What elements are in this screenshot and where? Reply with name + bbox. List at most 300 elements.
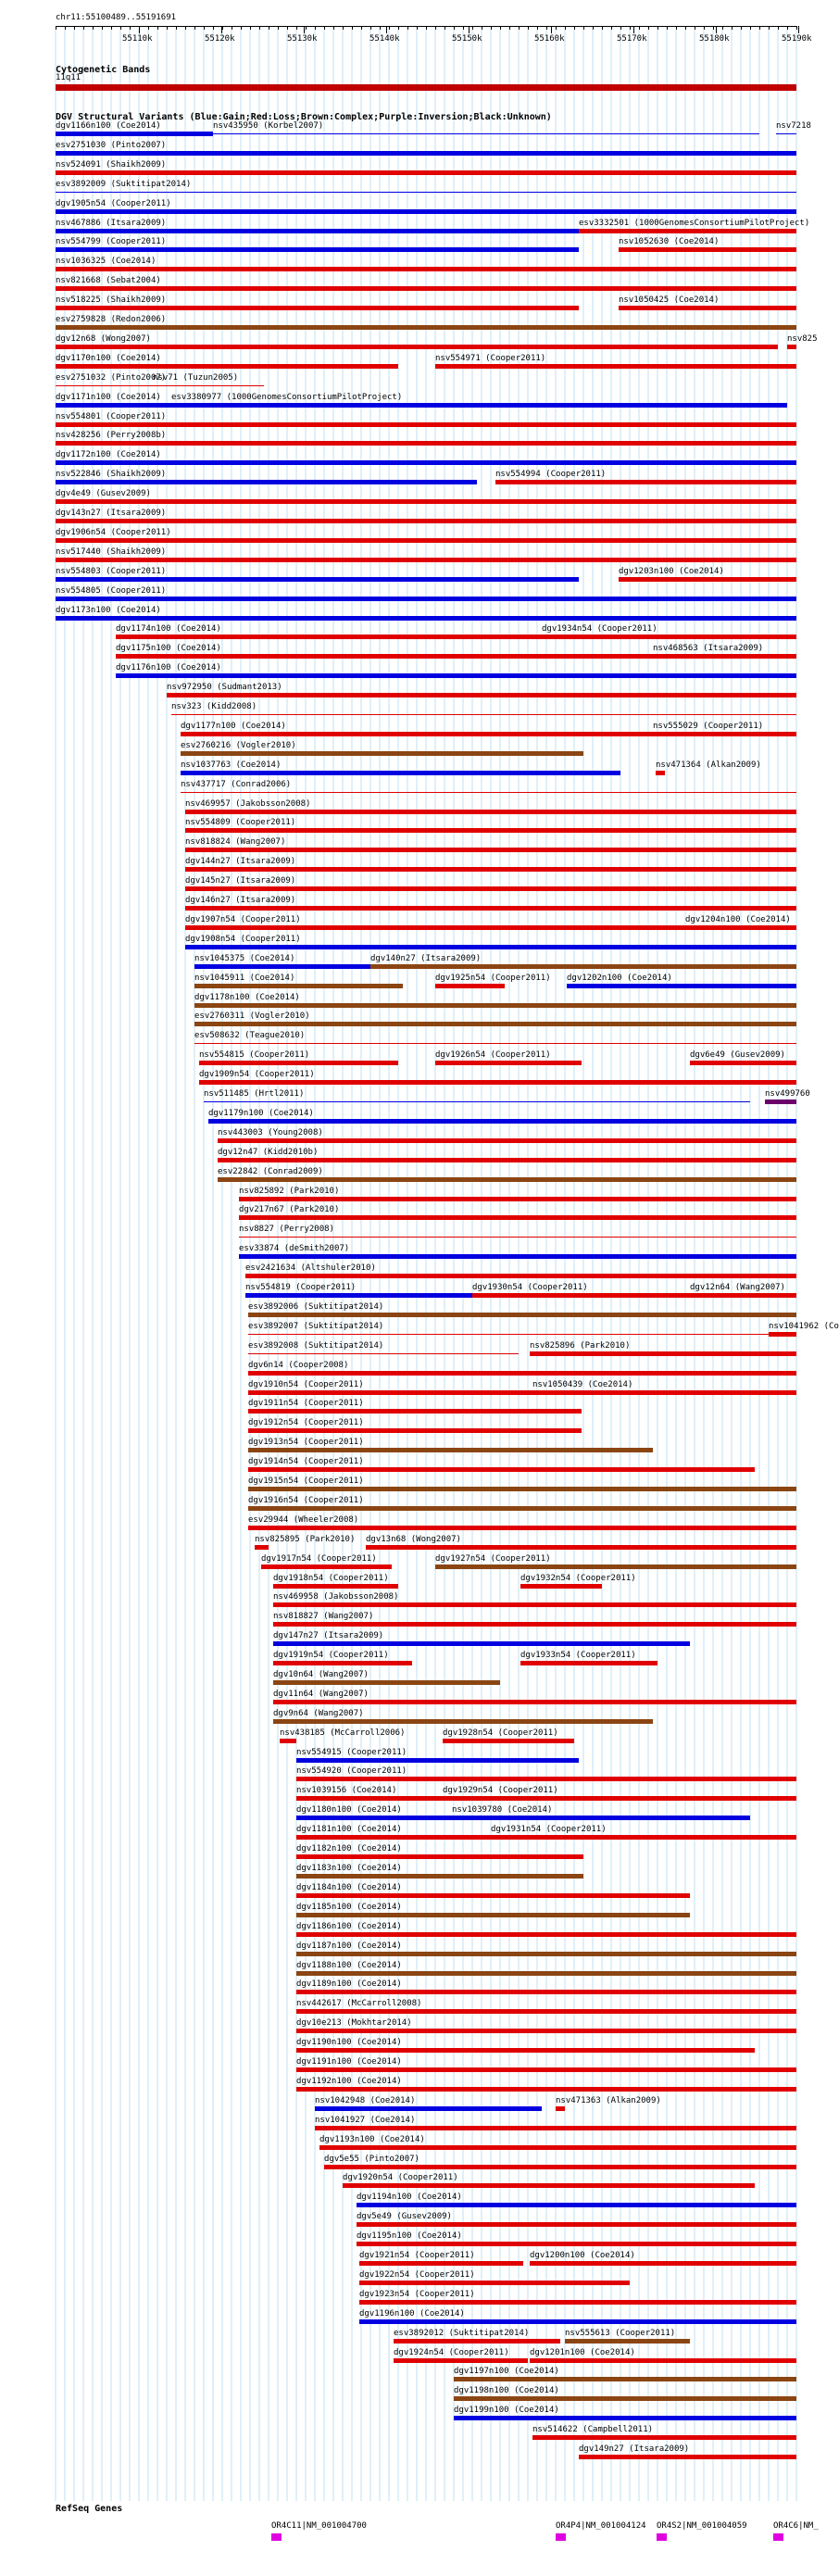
variant-bar[interactable] (185, 810, 796, 814)
variant-bar[interactable] (359, 2319, 796, 2324)
ruler-tick-label: 55190k (782, 34, 812, 44)
ruler-minor-tick (732, 26, 733, 30)
variant-label: dgv1173n100 (Coe2014) (56, 606, 161, 615)
variant-label: dgv1184n100 (Coe2014) (296, 1883, 402, 1892)
variant-bar[interactable] (366, 1545, 796, 1550)
ruler-minor-tick (352, 26, 353, 30)
ruler-minor-tick (472, 26, 473, 30)
variant-bar[interactable] (185, 925, 685, 930)
variant-bar[interactable] (296, 1952, 796, 1956)
variant-label: dgv1178n100 (Coe2014) (194, 993, 300, 1002)
ruler-major-tick (386, 26, 387, 33)
variant-bar[interactable] (296, 1854, 583, 1859)
ruler-minor-tick (167, 26, 168, 30)
variant-label: dgv1925n54 (Cooper2011) (435, 974, 551, 983)
variant-bar[interactable] (273, 1661, 412, 1665)
variant-bar[interactable] (218, 1158, 796, 1162)
variant-bar[interactable] (171, 714, 796, 715)
variant-bar[interactable] (296, 1816, 452, 1820)
variant-bar[interactable] (248, 1409, 582, 1414)
variant-bar[interactable] (296, 1874, 583, 1879)
variant-label: dgv6e49 (Gusev2009) (690, 1050, 785, 1060)
variant-bar[interactable] (248, 1390, 532, 1395)
variant-label: nsv7218 (776, 121, 811, 131)
variant-bar[interactable] (56, 209, 796, 214)
variant-bar[interactable] (619, 306, 796, 310)
variant-bar[interactable] (56, 132, 213, 136)
ruler-minor-tick (65, 26, 66, 30)
variant-bar[interactable] (194, 1022, 796, 1026)
variant-label: nsv1050425 (Coe2014) (619, 295, 720, 305)
variant-label: dgv1194n100 (Coe2014) (357, 2193, 462, 2202)
gene-feature[interactable] (556, 2533, 566, 2541)
variant-bar[interactable] (204, 1101, 750, 1102)
variant-bar[interactable] (255, 1545, 269, 1550)
variant-label: dgv1930n54 (Cooper2011) (472, 1283, 588, 1292)
variant-bar[interactable] (56, 441, 796, 446)
variant-label: esv2751032 (Pinto2007) (56, 373, 167, 383)
variant-bar[interactable] (248, 1334, 796, 1335)
variant-bar[interactable] (530, 2358, 796, 2363)
variant-bar[interactable] (296, 1990, 796, 1994)
variant-bar[interactable] (56, 170, 796, 175)
variant-label: nsv554809 (Cooper2011) (185, 818, 296, 827)
ruler-minor-tick (130, 26, 131, 30)
ruler-tick-label: 55150k (452, 34, 482, 44)
variant-bar[interactable] (56, 345, 778, 349)
variant-bar[interactable] (218, 1177, 796, 1182)
ruler-minor-tick (361, 26, 362, 30)
variant-bar[interactable] (454, 2416, 796, 2420)
variant-bar[interactable] (280, 1739, 296, 1743)
variant-label: dgv1193n100 (Coe2014) (319, 2135, 425, 2144)
ruler-minor-tick (83, 26, 84, 30)
ruler-tick-label: 55110k (122, 34, 153, 44)
variant-label: dgv1188n100 (Coe2014) (296, 1961, 402, 1970)
cytoband-label: 11q11 (56, 73, 81, 82)
variant-bar[interactable] (239, 1215, 796, 1220)
variant-label: dgv1172n100 (Coe2014) (56, 450, 161, 459)
variant-label: esv3892006 (Suktitipat2014) (248, 1302, 384, 1312)
variant-label: dgv1171n100 (Coe2014) (56, 393, 161, 402)
variant-bar[interactable] (185, 848, 796, 852)
variant-label: nsv554805 (Cooper2011) (56, 586, 167, 596)
variant-bar[interactable] (319, 2145, 796, 2150)
variant-bar[interactable] (56, 558, 796, 562)
ruler-minor-tick (315, 26, 316, 30)
variant-bar[interactable] (56, 577, 579, 582)
variant-bar[interactable] (296, 2067, 796, 2072)
variant-label: nsv825895 (Park2010) (255, 1535, 356, 1544)
variant-bar[interactable] (153, 385, 264, 386)
variant-bar[interactable] (296, 1932, 796, 1937)
variant-bar[interactable] (565, 2339, 690, 2344)
variant-bar[interactable] (530, 2261, 796, 2266)
ruler-minor-tick (713, 26, 714, 30)
ruler-minor-tick (296, 26, 297, 30)
variant-label: dgv1919n54 (Cooper2011) (273, 1651, 389, 1660)
variant-bar[interactable] (542, 635, 796, 639)
variant-bar[interactable] (357, 2203, 796, 2207)
variant-bar[interactable] (261, 1564, 392, 1569)
variant-label: esv33874 (deSmith2007) (239, 1244, 350, 1253)
ruler-minor-tick (306, 26, 307, 30)
variant-bar[interactable] (273, 1719, 653, 1724)
variant-bar[interactable] (394, 2358, 528, 2363)
variant-label: dgv149n27 (Itsara2009) (579, 2444, 690, 2454)
variant-bar[interactable] (273, 1602, 796, 1607)
ruler-minor-tick (148, 26, 149, 30)
variant-bar[interactable] (435, 1061, 582, 1065)
gene-feature[interactable] (773, 2533, 783, 2541)
variant-label: nsv555613 (Cooper2011) (565, 2329, 676, 2338)
variant-label: nsv554801 (Cooper2011) (56, 412, 167, 421)
variant-bar[interactable] (690, 1293, 796, 1298)
variant-label: esv3892007 (Suktitipat2014) (248, 1322, 384, 1331)
ruler-minor-tick (463, 26, 464, 30)
variant-label: nsv554819 (Cooper2011) (245, 1283, 357, 1292)
variant-label: esv2760216 (Vogler2010) (181, 741, 296, 750)
variant-bar[interactable] (435, 364, 796, 369)
ruler-minor-tick (537, 26, 538, 30)
variant-bar[interactable] (185, 886, 796, 891)
ruler-minor-tick (602, 26, 603, 30)
variant-label: dgv1929n54 (Cooper2011) (443, 1786, 558, 1795)
ruler-minor-tick (380, 26, 381, 30)
variant-label: esv29944 (Wheeler2008) (248, 1515, 359, 1525)
variant-bar[interactable] (579, 2455, 796, 2459)
variant-label: nsv517440 (Shaikh2009) (56, 547, 167, 557)
variant-bar[interactable] (315, 2126, 796, 2130)
variant-bar[interactable] (454, 2377, 796, 2381)
variant-bar[interactable] (273, 1622, 796, 1627)
variant-bar[interactable] (454, 2396, 796, 2401)
variant-bar[interactable] (579, 229, 796, 233)
variant-bar[interactable] (185, 867, 796, 872)
dgv-track-title: DGV Structural Variants (Blue:Gain;Red:Loss;Brown:Complex;Purple:Inversion;Black:Unknown) (56, 112, 552, 122)
variant-bar[interactable] (435, 1564, 796, 1569)
variant-bar[interactable] (239, 1197, 796, 1201)
ruler-minor-tick (324, 26, 325, 30)
variant-bar[interactable] (56, 538, 796, 543)
variant-bar[interactable] (567, 984, 796, 988)
variant-bar[interactable] (769, 1332, 796, 1337)
variant-bar[interactable] (56, 460, 796, 465)
variant-bar[interactable] (443, 1796, 796, 1801)
ruler-minor-tick (787, 26, 788, 30)
variant-bar[interactable] (248, 1313, 796, 1317)
variant-bar[interactable] (56, 403, 171, 408)
variant-bar[interactable] (685, 925, 796, 930)
variant-label: dgv4e49 (Gusev2009) (56, 489, 151, 498)
variant-bar[interactable] (194, 984, 403, 988)
variant-bar[interactable] (56, 422, 796, 427)
ruler-minor-tick (519, 26, 520, 30)
variant-bar[interactable] (116, 654, 653, 659)
variant-bar[interactable] (56, 151, 796, 156)
variant-label: dgv1908n54 (Cooper2011) (185, 935, 301, 944)
variant-label: nsv522846 (Shaikh2009) (56, 470, 167, 479)
variant-bar[interactable] (248, 1487, 796, 1491)
variant-bar[interactable] (315, 2106, 542, 2111)
variant-bar[interactable] (171, 403, 787, 408)
variant-bar[interactable] (495, 480, 796, 484)
ruler-minor-tick (704, 26, 705, 30)
variant-bar[interactable] (194, 1043, 796, 1044)
variant-label: dgv1906n54 (Cooper2011) (56, 528, 171, 537)
variant-label: nsv554915 (Cooper2011) (296, 1748, 407, 1757)
variant-bar[interactable] (520, 1661, 657, 1665)
position-ruler (0, 0, 824, 56)
variant-bar[interactable] (56, 229, 579, 233)
ruler-major-tick (469, 26, 470, 33)
variant-label: dgv1922n54 (Cooper2011) (359, 2270, 475, 2280)
variant-bar[interactable] (248, 1371, 796, 1376)
variant-label: dgv1183n100 (Coe2014) (296, 1864, 402, 1873)
variant-bar[interactable] (218, 1138, 796, 1143)
variant-bar[interactable] (248, 1526, 796, 1530)
ruler-tick-label: 55160k (534, 34, 565, 44)
ruler-minor-tick (111, 26, 112, 30)
variant-bar[interactable] (239, 1237, 796, 1238)
variant-label: esv2759828 (Redon2006) (56, 315, 167, 324)
variant-bar[interactable] (787, 345, 796, 349)
variant-bar[interactable] (296, 1893, 690, 1898)
variant-label: dgv1195n100 (Coe2014) (357, 2231, 462, 2241)
variant-label: dgv1177n100 (Coe2014) (181, 722, 286, 731)
variant-bar[interactable] (56, 286, 796, 291)
variant-bar[interactable] (248, 1448, 653, 1452)
variant-label: dgv1182n100 (Coe2014) (296, 1844, 402, 1853)
ruler-minor-tick (546, 26, 547, 30)
ruler-major-tick (798, 26, 799, 33)
variant-bar[interactable] (194, 964, 370, 969)
ruler-minor-tick (259, 26, 260, 30)
variant-label: dgv1180n100 (Coe2014) (296, 1805, 402, 1815)
variant-label: nsv514622 (Campbell2011) (532, 2425, 654, 2434)
variant-bar[interactable] (532, 1390, 796, 1395)
variant-label: nsv825892 (Park2010) (239, 1187, 340, 1196)
ruler-minor-tick (528, 26, 529, 30)
variant-label: dgv145n27 (Itsara2009) (185, 876, 296, 886)
variant-bar[interactable] (185, 945, 796, 949)
variant-bar[interactable] (296, 1796, 443, 1801)
variant-label: dgv1907n54 (Cooper2011) (185, 915, 301, 924)
variant-bar[interactable] (56, 597, 796, 601)
variant-bar[interactable] (56, 192, 796, 193)
variant-label: dgv12n47 (Kidd2010b) (218, 1148, 319, 1157)
variant-bar[interactable] (273, 1680, 500, 1685)
variant-bar[interactable] (472, 1293, 690, 1298)
variant-bar[interactable] (199, 1080, 796, 1085)
variant-bar[interactable] (296, 1971, 796, 1976)
ruler-minor-tick (657, 26, 658, 30)
variant-bar[interactable] (56, 480, 477, 484)
ruler-major-tick (139, 26, 140, 33)
variant-bar[interactable] (296, 1835, 491, 1840)
variant-bar[interactable] (776, 133, 796, 134)
variant-label: nsv1041962 (Co (769, 1322, 839, 1331)
variant-bar[interactable] (181, 732, 653, 736)
variant-label: dgv146n27 (Itsara2009) (185, 896, 296, 905)
variant-bar[interactable] (653, 654, 796, 659)
variant-bar[interactable] (359, 2300, 796, 2305)
variant-bar[interactable] (181, 751, 583, 756)
variant-label: dgv1176n100 (Coe2014) (116, 663, 221, 672)
variant-label: dgv1926n54 (Cooper2011) (435, 1050, 551, 1060)
gene-label: OR4C6|NM_ (773, 2521, 819, 2531)
variant-bar[interactable] (491, 1835, 796, 1840)
variant-bar[interactable] (690, 1061, 796, 1065)
variant-label: dgv1197n100 (Coe2014) (454, 2367, 559, 2376)
ruler-minor-tick (370, 26, 371, 30)
variant-bar[interactable] (245, 1293, 472, 1298)
ruler-major-tick (716, 26, 717, 33)
variant-label: nsv438185 (McCarroll2006) (280, 1728, 406, 1738)
variant-bar[interactable] (619, 577, 796, 582)
variant-label: dgv1175n100 (Coe2014) (116, 644, 221, 653)
variant-bar[interactable] (296, 2048, 755, 2053)
variant-label: nsv1045911 (Coe2014) (194, 974, 295, 983)
ruler-minor-tick (778, 26, 779, 30)
variant-bar[interactable] (532, 2435, 796, 2440)
variant-bar[interactable] (56, 499, 796, 504)
ruler-minor-tick (213, 26, 214, 30)
variant-bar[interactable] (556, 2106, 565, 2111)
variant-bar[interactable] (56, 247, 579, 252)
variant-bar[interactable] (116, 673, 796, 678)
variant-label: dgv1920n54 (Cooper2011) (343, 2173, 458, 2182)
variant-label: dgv1912n54 (Cooper2011) (248, 1418, 364, 1427)
variant-bar[interactable] (359, 2281, 630, 2285)
gene-label: OR4S2|NM_001004059 (657, 2521, 747, 2531)
variant-label: dgv144n27 (Itsara2009) (185, 857, 296, 866)
ruler-minor-tick (398, 26, 399, 30)
variant-bar[interactable] (357, 2222, 796, 2227)
variant-bar[interactable] (116, 635, 542, 639)
variant-bar[interactable] (357, 2242, 796, 2246)
ruler-tick-label: 55130k (287, 34, 318, 44)
ruler-tick-label: 55120k (205, 34, 235, 44)
variant-bar[interactable] (56, 616, 796, 621)
variant-label: nsv555029 (Cooper2011) (653, 722, 764, 731)
variant-bar[interactable] (273, 1641, 690, 1646)
variant-bar[interactable] (296, 2029, 796, 2033)
gene-feature[interactable] (271, 2533, 282, 2541)
variant-bar[interactable] (296, 1913, 690, 1917)
variant-bar[interactable] (185, 906, 796, 911)
variant-bar[interactable] (653, 732, 796, 736)
variant-bar[interactable] (248, 1428, 582, 1433)
cytoband-track-title: Cytogenetic Bands (56, 65, 151, 75)
variant-label: dgv1932n54 (Cooper2011) (520, 1574, 636, 1583)
variant-bar[interactable] (324, 2165, 796, 2169)
variant-bar[interactable] (619, 247, 796, 252)
variant-bar[interactable] (435, 984, 505, 988)
ruler-minor-tick (102, 26, 103, 30)
variant-label: nsv554799 (Cooper2011) (56, 237, 167, 246)
variant-bar[interactable] (239, 1254, 796, 1259)
variant-bar[interactable] (56, 306, 579, 310)
ruler-minor-tick (759, 26, 760, 30)
variant-bar[interactable] (343, 2183, 755, 2188)
variant-bar[interactable] (56, 325, 796, 330)
variant-label: dgv1196n100 (Coe2014) (359, 2309, 465, 2318)
variant-bar[interactable] (443, 1739, 574, 1743)
variant-bar[interactable] (181, 792, 796, 793)
variant-label: dgv1909n54 (Cooper2011) (199, 1070, 315, 1079)
variant-bar[interactable] (452, 1816, 750, 1820)
variant-bar[interactable] (56, 364, 398, 369)
variant-label: nsv499760 (765, 1089, 810, 1099)
variant-label: nsv518225 (Shaikh2009) (56, 295, 167, 305)
variant-bar[interactable] (199, 1061, 398, 1065)
variant-label: dgv13n68 (Wong2007) (366, 1535, 461, 1544)
variant-bar[interactable] (185, 828, 796, 833)
variant-label: dgv1190n100 (Coe2014) (296, 2038, 402, 2047)
variant-bar[interactable] (273, 1700, 796, 1704)
variant-label: nsv511485 (Hrtl2011) (204, 1089, 305, 1099)
variant-bar[interactable] (359, 2261, 523, 2266)
variant-label: nsv1039780 (Coe2014) (452, 1805, 553, 1815)
variant-bar[interactable] (394, 2339, 560, 2344)
variant-label: dgv1181n100 (Coe2014) (296, 1825, 402, 1834)
refseq-track-title: RefSeq Genes (56, 2504, 123, 2514)
variant-bar[interactable] (273, 1584, 398, 1589)
gene-feature[interactable] (657, 2533, 667, 2541)
variant-bar[interactable] (765, 1100, 796, 1104)
ruler-minor-tick (333, 26, 334, 30)
cytoband-11q11[interactable] (56, 84, 796, 91)
variant-bar[interactable] (56, 385, 153, 386)
variant-label: nsv467886 (Itsara2009) (56, 219, 167, 228)
variant-bar[interactable] (181, 771, 620, 775)
variant-bar[interactable] (656, 771, 665, 775)
ruler-minor-tick (176, 26, 177, 30)
variant-bar[interactable] (370, 964, 796, 969)
variant-bar[interactable] (245, 1274, 796, 1278)
variant-bar[interactable] (296, 1777, 796, 1781)
variant-label: nsv468563 (Itsara2009) (653, 644, 764, 653)
variant-bar[interactable] (296, 2087, 796, 2092)
variant-bar[interactable] (208, 1119, 796, 1124)
variant-label: nsv469957 (Jakobsson2008) (185, 799, 311, 809)
variant-label: esv3892012 (Suktitipat2014) (394, 2329, 530, 2338)
variant-label: dgv217n67 (Park2010) (239, 1205, 340, 1214)
variant-label: nsv818827 (Wang2007) (273, 1612, 374, 1621)
ruler-minor-tick (685, 26, 686, 30)
variant-label: dgv1924n54 (Cooper2011) (394, 2348, 509, 2357)
variant-bar[interactable] (213, 133, 759, 134)
variant-label: nsv972950 (Sudmant2013) (167, 683, 282, 692)
variant-label: dgv12n64 (Wang2007) (690, 1283, 785, 1292)
variant-label: dgv1186n100 (Coe2014) (296, 1922, 402, 1931)
variant-bar[interactable] (296, 2009, 796, 2014)
variant-bar[interactable] (167, 693, 796, 697)
variant-bar[interactable] (248, 1353, 519, 1354)
variant-bar[interactable] (296, 1758, 579, 1763)
variant-bar[interactable] (248, 1467, 755, 1472)
variant-bar[interactable] (520, 1584, 602, 1589)
variant-bar[interactable] (194, 1003, 796, 1008)
variant-label: dgv10n64 (Wang2007) (273, 1670, 369, 1679)
ruler-minor-tick (389, 26, 390, 30)
variant-label: nsv1052630 (Coe2014) (619, 237, 720, 246)
variant-bar[interactable] (248, 1506, 796, 1511)
variant-bar[interactable] (56, 519, 796, 523)
variant-bar[interactable] (530, 1351, 796, 1356)
variant-bar[interactable] (56, 267, 796, 271)
